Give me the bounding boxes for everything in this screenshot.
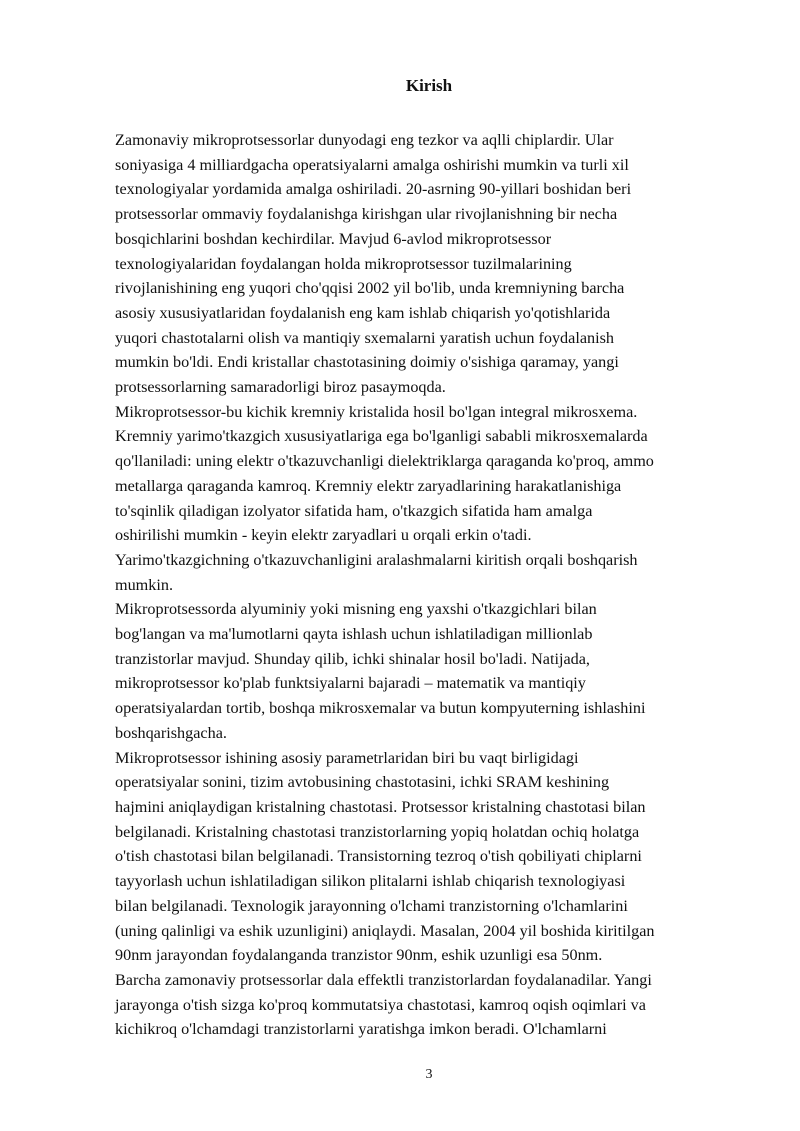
text-line: mikroprotsessor ko'plab funktsiyalarni bajaradi – matematik va mantiqiy bbox=[115, 674, 586, 693]
page-title: Kirish bbox=[405, 76, 453, 95]
text-line: oshirilishi mumkin - keyin elektr zaryadlari u orqali erkin o'tadi. bbox=[115, 526, 532, 545]
text-line: soniyasiga 4 milliardgacha operatsiyalarni amalga oshirishi mumkin va turli xil bbox=[115, 155, 629, 174]
text-line: Barcha zamonaviy protsessorlar dala effektli tranzistorlardan foydalanadilar. Yangi bbox=[115, 970, 652, 989]
text-line: Kremniy yarimo'tkazgich xususiyatlariga ega bo'lganligi sababli mikrosxemalarda bbox=[115, 427, 648, 446]
text-line: Zamonaviy mikroprotsessorlar dunyodagi eng tezkor va aqlli chiplardir. Ular bbox=[115, 131, 614, 149]
text-line: protsessorlarning samaradorligi biroz pasaymoqda. bbox=[115, 378, 446, 397]
text-line: tranzistorlar mavjud. Shunday qilib, ichki shinalar hosil bo'ladi. Natijada, bbox=[115, 649, 590, 668]
text-line: to'sqinlik qiladigan izolyator sifatida ham, o'tkazgich sifatida ham amalga bbox=[115, 501, 593, 520]
text-line: jarayonga o'tish sizga ko'proq kommutatsiya chastotasi, kamroq oqish oqimlari va bbox=[115, 995, 646, 1014]
text-line: mumkin bo'ldi. Endi kristallar chastotasining doimiy o'sishiga qaramay, yangi bbox=[115, 353, 619, 372]
text-line: 90nm jarayondan foydalanganda tranzistor 90nm, eshik uzunligi esa 50nm. bbox=[115, 946, 603, 965]
text-line: Yarimo'tkazgichning o'tkazuvchanligini aralashmalarni kiritish orqali boshqarish bbox=[115, 550, 638, 569]
text-line: o'tish chastotasi bilan belgilanadi. Transistorning tezroq o'tish qobiliyati chiplarni bbox=[115, 847, 642, 866]
text-line: (uning qalinligi va eshik uzunligini) aniqlaydi. Masalan, 2004 yil boshida kiritilgan bbox=[115, 921, 655, 940]
text-line: kichikroq o'lchamdagi tranzistorlarni yaratishga imkon beradi. O'lchamlarni bbox=[115, 1020, 607, 1039]
text-line: Mikroprotsessor-bu kichik kremniy kristalida hosil bo'lgan integral mikrosxema. bbox=[115, 402, 638, 421]
text-line: bog'langan va ma'lumotlarni qayta ishlash uchun ishlatiladigan millionlab bbox=[115, 625, 593, 644]
text-line: operatsiyalardan tortib, boshqa mikrosxemalar va butun kompyuterning ishlashini bbox=[115, 699, 646, 718]
body-text bbox=[115, 128, 745, 1042]
text-line: belgilanadi. Kristalning chastotasi tranzistorlarning yopiq holatdan ochiq holatga bbox=[115, 822, 640, 841]
text-line: asosiy xususiyatlaridan foydalanish eng kam ishlab chiqarish yo'qotishlarida bbox=[115, 303, 611, 322]
text-line: tayyorlash uchun ishlatiladigan silikon plitalarni ishlab chiqarish texnologiyasi bbox=[115, 872, 626, 891]
page-number: 3 bbox=[425, 1067, 433, 1082]
text-line: Mikroprotsessor ishining asosiy parametrlaridan biri bu vaqt birligidagi bbox=[115, 748, 579, 767]
text-line: hajmini aniqlaydigan kristalning chastotasi. Protsessor kristalning chastotasi bilan bbox=[115, 797, 646, 816]
text-line: bosqichlarini boshdan kechirdilar. Mavjud 6-avlod mikroprotsessor bbox=[115, 229, 552, 248]
text-line: bilan belgilanadi. Texnologik jarayonning o'lchami tranzistorning o'lchamlarini bbox=[115, 896, 628, 915]
text-line: Mikroprotsessorda alyuminiy yoki misning eng yaxshi o'tkazgichlari bilan bbox=[115, 600, 597, 619]
text-line: operatsiyalar sonini, tizim avtobusining chastotasini, ichki SRAM keshining bbox=[115, 773, 610, 792]
text-line: yuqori chastotalarni olish va mantiqiy sxemalarni yaratish uchun foydalanish bbox=[115, 328, 614, 347]
text-line: boshqarishgacha. bbox=[115, 723, 227, 742]
text-line: qo'llaniladi: uning elektr o'tkazuvchanligi dielektriklarga qaraganda ko'proq, ammo bbox=[115, 452, 654, 471]
text-line: rivojlanishining eng yuqori cho'qqisi 2002 yil bo'lib, unda kremniyning barcha bbox=[115, 279, 625, 298]
text-line: metallarga qaraganda kamroq. Kremniy elektr zaryadlarining harakatlanishiga bbox=[115, 476, 622, 495]
text-line: protsessorlar ommaviy foydalanishga kirishgan ular rivojlanishning bir necha bbox=[115, 205, 618, 224]
text-line: texnologiyalar yordamida amalga oshiriladi. 20-asrning 90-yillari boshidan beri bbox=[115, 180, 632, 199]
text-line: mumkin. bbox=[115, 575, 174, 594]
text-line: texnologiyalaridan foydalangan holda mikroprotsessor tuzilmalarining bbox=[115, 254, 572, 273]
